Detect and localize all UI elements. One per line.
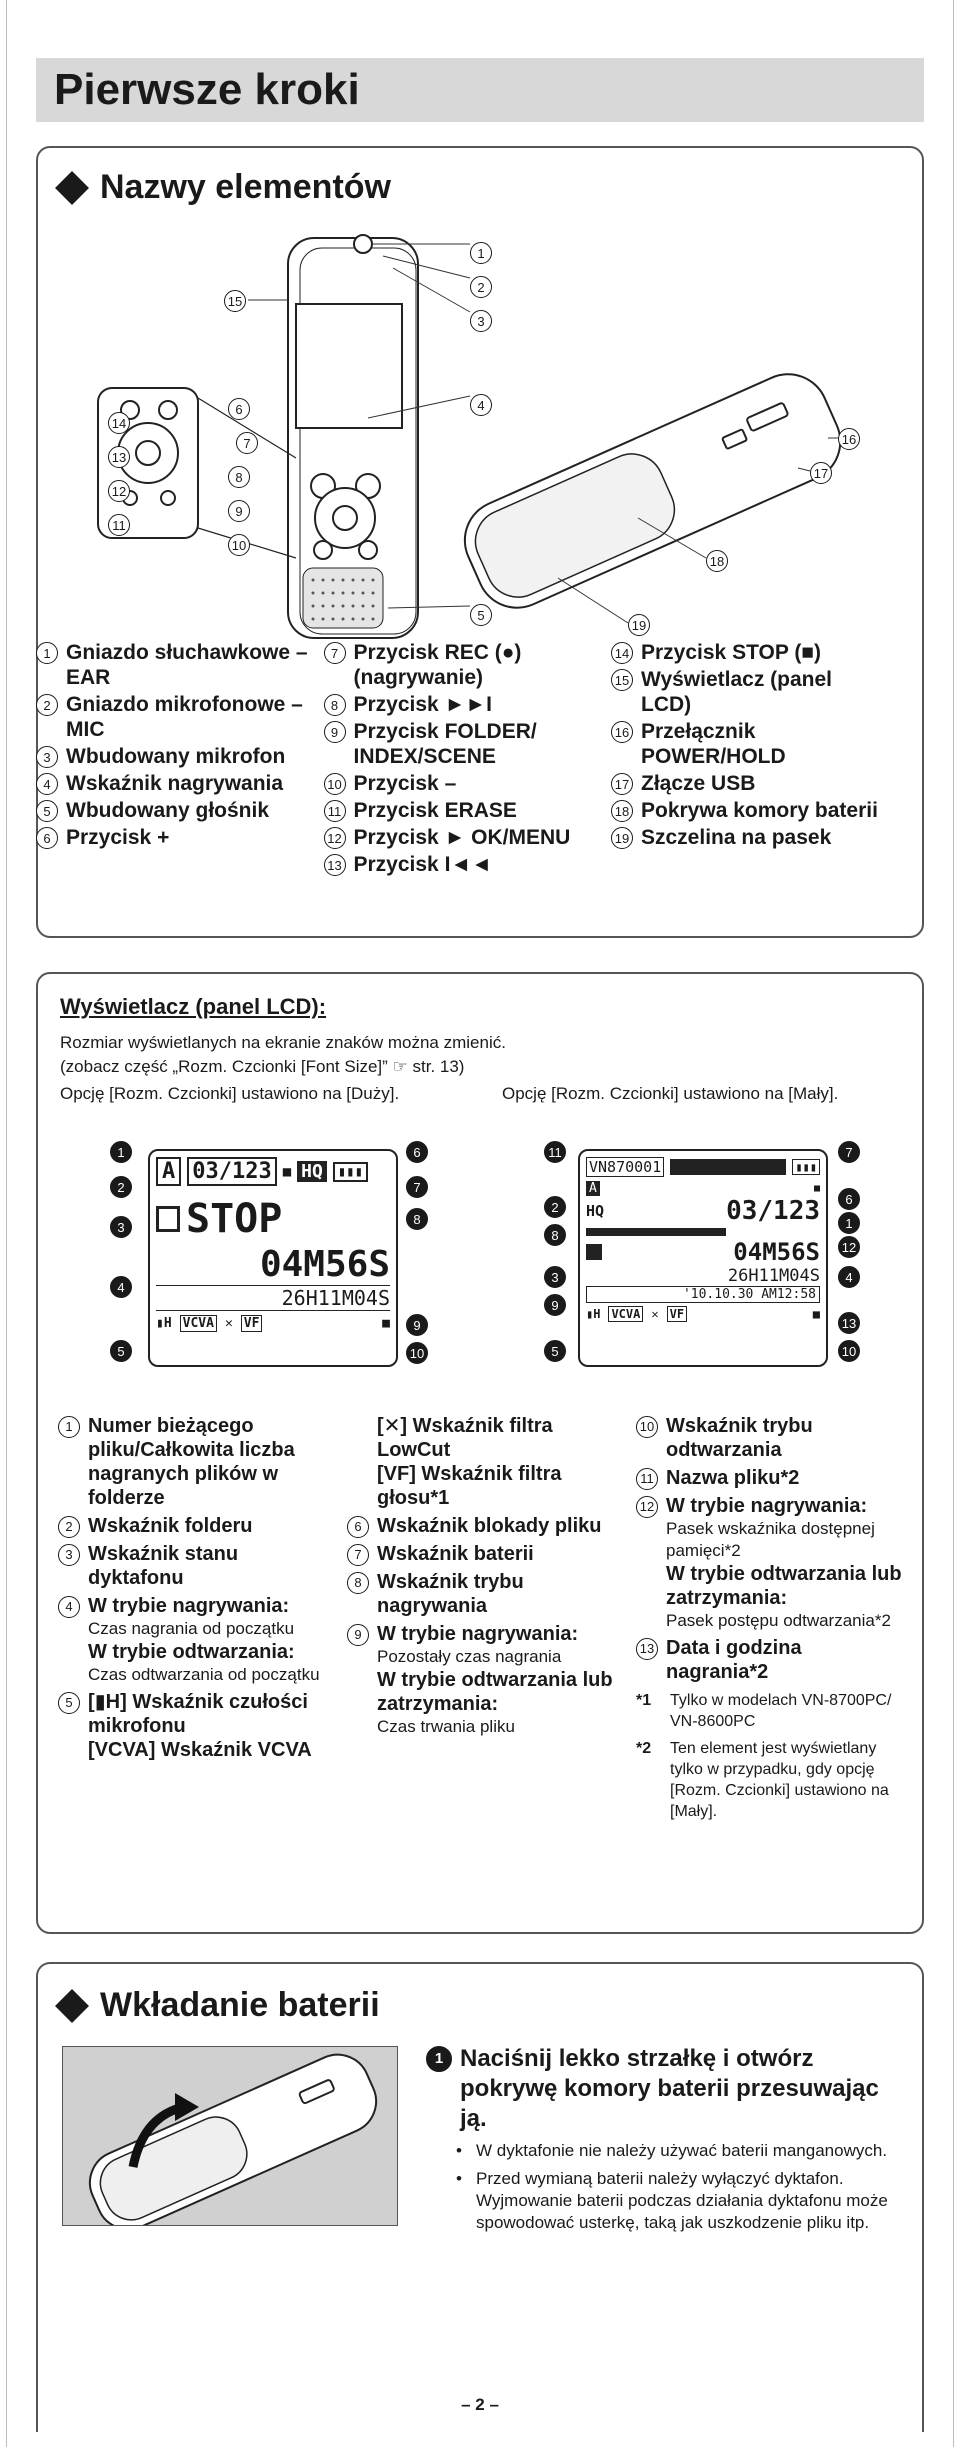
lcd-small-font bbox=[578, 1149, 828, 1367]
vcva-icon: VCVA bbox=[180, 1315, 217, 1332]
lcd-small-callout-12: 12 bbox=[838, 1236, 860, 1258]
battery-note: • Przed wymianą baterii należy wyłączyć dyktafon. Wyjmowanie baterii podczas działania dyktafonu może spowodować usterkę, taką jak uszkodzenie pliku itp. bbox=[456, 2169, 888, 2232]
lcd-legend-item: [✕] Wskaźnik filtra LowCut [VF] Wskaźnik filtra głosu*1 bbox=[377, 1415, 562, 1509]
lcd-small-callout-8: 8 bbox=[544, 1224, 566, 1246]
option-small-caption: Opcję [Rozm. Czcionki] ustawiono na [Mały]. bbox=[502, 1084, 839, 1103]
lcd-legend-item: 9 W trybie nagrywania: Pozostały czas nagrania W trybie odtwarzania lub zatrzymania: Czas trwania pliku bbox=[347, 1622, 619, 1738]
part-item: 15 Wyświetlacz (panel LCD) bbox=[611, 667, 886, 717]
lcd-small-callout-2: 2 bbox=[544, 1196, 566, 1218]
callout-13: 13 bbox=[108, 446, 130, 468]
lock-icon: ■ bbox=[813, 1183, 820, 1194]
part-item: 19 Szczelina na pasek bbox=[611, 825, 886, 850]
file-name: VN870001 bbox=[586, 1157, 664, 1177]
lcd-legend-item: 4 W trybie nagrywania: Czas nagrania od początku W trybie odtwarzania: Czas odtwarzania od początku bbox=[58, 1594, 330, 1686]
lcd-legend-item: 11 Nazwa pliku*2 bbox=[636, 1466, 908, 1490]
lcd-legend-col-1 bbox=[58, 1414, 330, 1822]
lcd-small-callout-11: 11 bbox=[544, 1141, 566, 1163]
lcd-description: Rozmiar wyświetlanych na ekranie znaków można zmienić. (zobacz część „Rozm. Czcionki [Font Size]” ☞ str. 13) bbox=[60, 1033, 506, 1076]
callout-8: 8 bbox=[228, 466, 250, 488]
recorder-status: STOP bbox=[186, 1196, 283, 1242]
lcd-small-callout-4: 4 bbox=[838, 1266, 860, 1288]
lowcut-icon: ✕ bbox=[651, 1307, 659, 1321]
progress-bar bbox=[586, 1228, 726, 1236]
part-item: 13 Przycisk I◄◄ bbox=[324, 852, 599, 877]
lcd-large-callout-9: 9 bbox=[406, 1314, 428, 1336]
part-item: 14 Przycisk STOP (■) bbox=[611, 640, 886, 665]
lcd-legend-col-2 bbox=[347, 1414, 619, 1822]
part-names-col-1 bbox=[36, 640, 311, 879]
lcd-large-callout-1: 1 bbox=[110, 1141, 132, 1163]
callout-7: 7 bbox=[236, 432, 258, 454]
lcd-legend-item: 8 Wskaźnik trybu nagrywania bbox=[347, 1570, 619, 1618]
part-item: 10 Przycisk – bbox=[324, 771, 599, 796]
lcd-section bbox=[36, 972, 924, 1934]
callout-1: 1 bbox=[470, 242, 492, 264]
stop-status-icon bbox=[586, 1244, 602, 1260]
part-item: 16 Przełącznik POWER/HOLD bbox=[611, 719, 886, 769]
lcd-small-callout-13: 13 bbox=[838, 1312, 860, 1334]
callout-5: 5 bbox=[470, 604, 492, 626]
part-names-col-2 bbox=[324, 640, 599, 879]
part-item: 2 Gniazdo mikrofonowe – MIC bbox=[36, 692, 311, 742]
part-item: 18 Pokrywa komory baterii bbox=[611, 798, 886, 823]
remaining-time: 26H11M04S bbox=[156, 1285, 390, 1311]
file-count: 03/123 bbox=[726, 1196, 820, 1226]
callout-2: 2 bbox=[470, 276, 492, 298]
battery-cover-illustration bbox=[62, 2046, 398, 2226]
lcd-legend-item: 12 W trybie nagrywania: Pasek wskaźnika dostępnej pamięci*2 W trybie odtwarzania lub zatrzymania: Pasek postępu odtwarzania*2 bbox=[636, 1494, 908, 1632]
callout-6: 6 bbox=[228, 398, 250, 420]
diamond-bullet-icon bbox=[55, 1989, 89, 2023]
part-item: 7 Przycisk REC (●) (nagrywanie) bbox=[324, 640, 599, 690]
page-frame-right bbox=[953, 0, 954, 2447]
battery-section bbox=[36, 1962, 924, 2432]
battery-heading: Wkładanie baterii bbox=[60, 1986, 380, 2025]
step-number: 1 bbox=[426, 2046, 452, 2072]
callout-3: 3 bbox=[470, 310, 492, 332]
recorder-back bbox=[452, 361, 853, 620]
stop-status-icon bbox=[156, 1206, 180, 1232]
diamond-bullet-icon bbox=[55, 171, 89, 205]
folder-indicator: A bbox=[156, 1157, 181, 1186]
names-heading: Nazwy elementów bbox=[60, 168, 391, 207]
file-length: 26H11M04S bbox=[727, 1266, 820, 1286]
callout-19: 19 bbox=[628, 614, 650, 636]
file-count: 03/123 bbox=[187, 1157, 276, 1186]
footnote: *1 Tylko w modelach VN-8700PC/ VN-8600PC bbox=[636, 1692, 892, 1730]
callout-12: 12 bbox=[108, 480, 130, 502]
elapsed-time: 04M56S bbox=[259, 1244, 390, 1285]
elapsed-time: 04M56S bbox=[733, 1238, 820, 1266]
voice-filter-icon: VF bbox=[667, 1306, 687, 1322]
part-item: 6 Przycisk + bbox=[36, 825, 311, 850]
quality-indicator: HQ bbox=[586, 1202, 605, 1220]
part-item: 9 Przycisk FOLDER/ INDEX/SCENE bbox=[324, 719, 599, 769]
lcd-legend-item: 6 Wskaźnik blokady pliku bbox=[347, 1514, 619, 1538]
lcd-large-callout-10: 10 bbox=[406, 1342, 428, 1364]
part-item: 5 Wbudowany głośnik bbox=[36, 798, 311, 823]
lcd-legend-item: 5 [▮H] Wskaźnik czułości mikrofonu [VCVA] Wskaźnik VCVA bbox=[58, 1690, 330, 1762]
button-zoom-inset bbox=[98, 388, 296, 558]
callout-9: 9 bbox=[228, 500, 250, 522]
step-instruction: Naciśnij lekko strzałkę i otwórz pokrywę komory baterii przesuwając ją. bbox=[460, 2045, 879, 2132]
callout-15: 15 bbox=[224, 290, 246, 312]
lcd-large-callout-8: 8 bbox=[406, 1208, 428, 1230]
folder-indicator: A bbox=[586, 1181, 600, 1196]
play-mode-icon: ■ bbox=[382, 1316, 390, 1331]
voice-filter-icon: VF bbox=[241, 1315, 263, 1332]
part-item: 11 Przycisk ERASE bbox=[324, 798, 599, 823]
part-item: 17 Złącze USB bbox=[611, 771, 886, 796]
lcd-legend-item: 2 Wskaźnik folderu bbox=[58, 1514, 330, 1538]
lcd-legend-col-3 bbox=[636, 1414, 908, 1822]
callout-14: 14 bbox=[108, 412, 130, 434]
mic-sensitivity-icon: ▮H bbox=[586, 1307, 601, 1321]
part-item: 12 Przycisk ► OK/MENU bbox=[324, 825, 599, 850]
lcd-large-callout-6: 6 bbox=[406, 1141, 428, 1163]
vcva-icon: VCVA bbox=[608, 1306, 643, 1322]
quality-indicator: HQ bbox=[297, 1161, 327, 1182]
lcd-small-callout-7: 7 bbox=[838, 1141, 860, 1163]
battery-icon: ▮▮▮ bbox=[333, 1162, 368, 1182]
recorder-front bbox=[288, 235, 418, 638]
mic-sensitivity-icon: ▮H bbox=[156, 1316, 172, 1331]
option-large-caption: Opcję [Rozm. Czcionki] ustawiono na [Duży]. bbox=[60, 1084, 400, 1103]
battery-step-1 bbox=[426, 2044, 896, 2234]
part-item: 4 Wskaźnik nagrywania bbox=[36, 771, 311, 796]
battery-note: • W dyktafonie nie należy używać baterii manganowych. bbox=[456, 2141, 888, 2160]
lcd-large-callout-4: 4 bbox=[110, 1276, 132, 1298]
lcd-legend-item: 10 Wskaźnik trybu odtwarzania bbox=[636, 1414, 908, 1462]
callout-11: 11 bbox=[108, 514, 130, 536]
callout-17: 17 bbox=[810, 462, 832, 484]
lcd-legend-item: 7 Wskaźnik baterii bbox=[347, 1542, 619, 1566]
battery-icon: ▮▮▮ bbox=[792, 1159, 820, 1175]
page-frame-left bbox=[6, 0, 7, 2447]
lcd-legend-item: 3 Wskaźnik stanu dyktafonu bbox=[58, 1542, 330, 1590]
lcd-large-callout-2: 2 bbox=[110, 1176, 132, 1198]
page-number: – 2 – bbox=[461, 2395, 499, 2414]
part-item: 8 Przycisk ►►I bbox=[324, 692, 599, 717]
part-item: 1 Gniazdo słuchawkowe – EAR bbox=[36, 640, 311, 690]
lcd-large-callout-7: 7 bbox=[406, 1176, 428, 1198]
lcd-legend-item: 13 Data i godzina nagrania*2 bbox=[636, 1636, 908, 1684]
lcd-small-callout-9: 9 bbox=[544, 1294, 566, 1316]
page-title: Pierwsze kroki bbox=[36, 58, 924, 122]
recording-date: '10.10.30 AM12:58 bbox=[586, 1286, 820, 1303]
lcd-small-callout-1: 1 bbox=[838, 1212, 860, 1234]
lcd-small-callout-10: 10 bbox=[838, 1340, 860, 1362]
callout-16: 16 bbox=[838, 428, 860, 450]
part-names-col-3 bbox=[611, 640, 886, 879]
part-names-list bbox=[36, 640, 886, 879]
lock-icon: ■ bbox=[282, 1163, 292, 1180]
callout-10: 10 bbox=[228, 534, 250, 556]
callout-18: 18 bbox=[706, 550, 728, 572]
lcd-large-callout-5: 5 bbox=[110, 1340, 132, 1362]
lcd-large-callout-3: 3 bbox=[110, 1216, 132, 1238]
lcd-small-callout-3: 3 bbox=[544, 1266, 566, 1288]
lowcut-icon: ✕ bbox=[224, 1316, 233, 1331]
footnote: *2 Ten element jest wyświetlany tylko w przypadku, gdy opcję [Rozm. Czcionki] ustawiono na [Mały]. bbox=[636, 1740, 889, 1820]
play-mode-icon: ■ bbox=[812, 1307, 820, 1321]
lcd-legend-item: 1 Numer bieżącego pliku/Całkowita liczba nagranych plików w folderze bbox=[58, 1414, 330, 1510]
callout-4: 4 bbox=[470, 394, 492, 416]
part-item: 3 Wbudowany mikrofon bbox=[36, 744, 311, 769]
lcd-large-font bbox=[148, 1149, 398, 1367]
recorder-battery-cover-drawing bbox=[63, 2047, 397, 2225]
lcd-small-callout-5: 5 bbox=[544, 1340, 566, 1362]
lcd-section-title: Wyświetlacz (panel LCD): bbox=[60, 994, 327, 1019]
lcd-legend bbox=[58, 1414, 908, 1822]
lcd-small-callout-6: 6 bbox=[838, 1188, 860, 1210]
name-bar bbox=[670, 1159, 786, 1175]
